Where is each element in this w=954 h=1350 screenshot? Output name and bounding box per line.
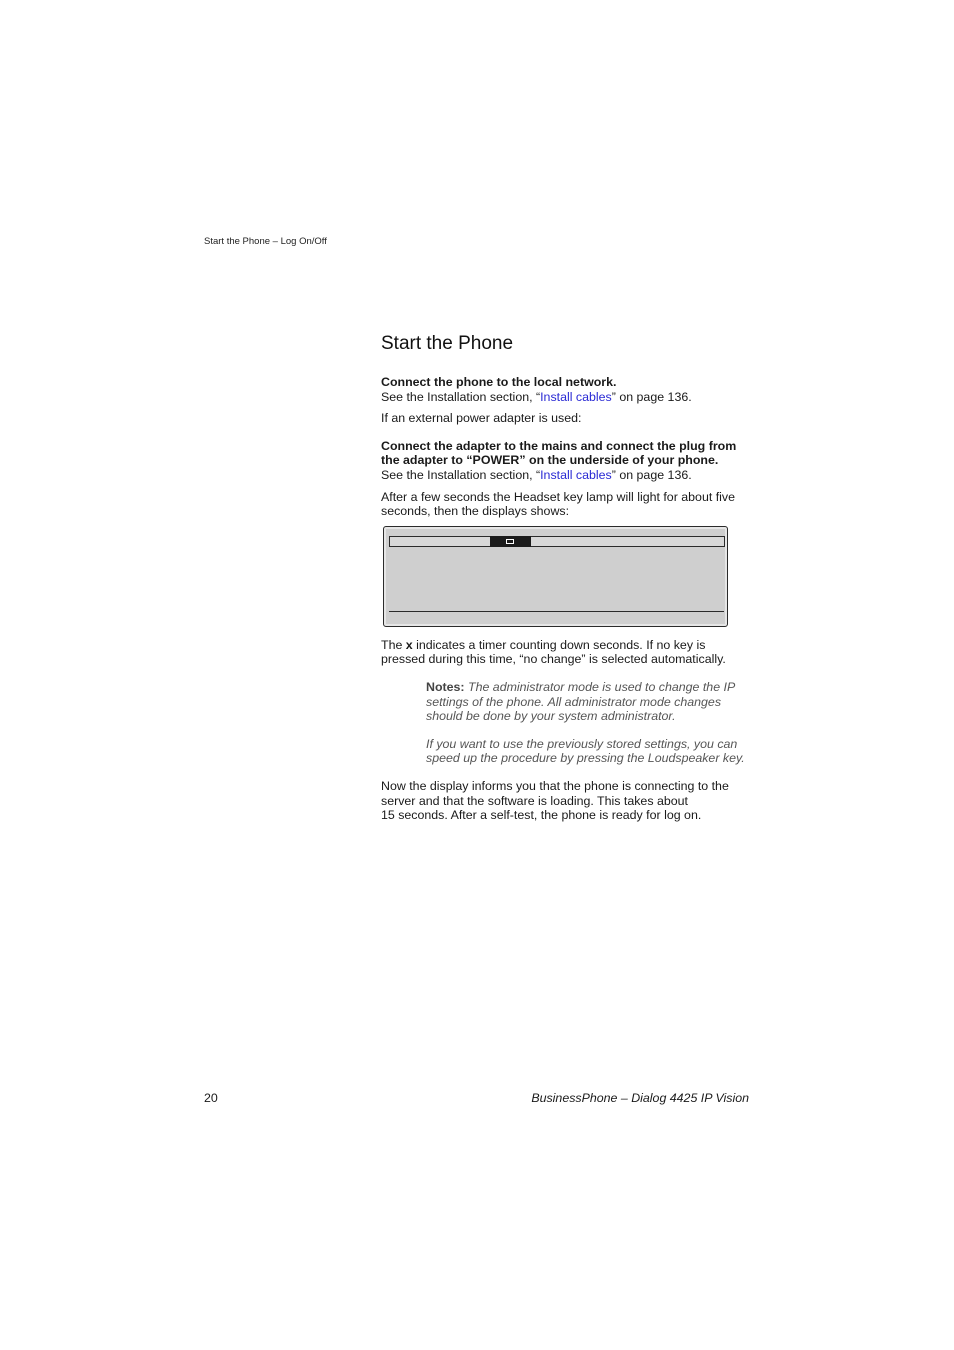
footer-product-name: BusinessPhone – Dialog 4425 IP Vision bbox=[531, 1091, 749, 1105]
install-cables-link[interactable]: Install cables bbox=[540, 467, 612, 482]
timer-explanation bbox=[381, 638, 753, 667]
closing-paragraph bbox=[381, 779, 753, 823]
timer-symbol: x bbox=[405, 637, 413, 652]
display-status-icon bbox=[506, 539, 514, 544]
page-title: Start the Phone bbox=[381, 333, 514, 354]
note-line: should be done by your system administrator. bbox=[426, 709, 676, 724]
note-admin-mode bbox=[426, 680, 753, 724]
text-segment: indicates a timer counting down seconds. If no key is bbox=[412, 637, 706, 652]
display-status-bar bbox=[389, 536, 725, 547]
text-line: pressed during this time, “no change” is selected automatically. bbox=[381, 652, 726, 667]
step-line: Connect the adapter to the mains and connect the plug from bbox=[381, 438, 737, 453]
text-line: server and that the software is loading. This takes about bbox=[381, 793, 688, 808]
step-connect-adapter-reference bbox=[381, 468, 753, 483]
main-content bbox=[381, 332, 753, 823]
text-line: Now the display informs you that the phone is connecting to the bbox=[381, 778, 729, 793]
headset-lamp-text bbox=[381, 490, 753, 519]
text-line: 15 seconds. After a self-test, the phone is ready for log on. bbox=[381, 808, 702, 823]
step-connect-adapter bbox=[381, 439, 753, 468]
phone-display-figure bbox=[383, 526, 728, 627]
page-number: 20 bbox=[204, 1091, 218, 1105]
notes-block bbox=[426, 680, 753, 766]
note-line: If you want to use the previously stored settings, you can bbox=[426, 736, 738, 751]
notes-label: Notes: bbox=[426, 679, 465, 694]
note-stored-settings bbox=[426, 737, 753, 766]
display-status-block bbox=[490, 536, 531, 547]
adapter-intro: If an external power adapter is used: bbox=[381, 411, 582, 426]
step-connect-network: Connect the phone to the local network. bbox=[381, 375, 617, 389]
note-line: settings of the phone. All administrator mode changes bbox=[426, 694, 722, 709]
reference-text: See the Installation section, “ bbox=[381, 389, 541, 404]
step-connect-network-reference bbox=[381, 390, 753, 405]
text-segment: The bbox=[381, 637, 406, 652]
note-line: The administrator mode is used to change the IP bbox=[464, 679, 736, 694]
reference-text: See the Installation section, “ bbox=[381, 467, 541, 482]
text-line: After a few seconds the Headset key lamp will light for about five bbox=[381, 489, 735, 504]
reference-text: ” on page 136. bbox=[611, 389, 692, 404]
step-line: the adapter to “POWER” on the underside of your phone. bbox=[381, 453, 719, 468]
note-line: speed up the procedure by pressing the Loudspeaker key. bbox=[426, 751, 745, 766]
reference-text: ” on page 136. bbox=[611, 467, 692, 482]
running-header: Start the Phone – Log On/Off bbox=[204, 236, 327, 247]
text-line: seconds, then the displays shows: bbox=[381, 504, 570, 519]
install-cables-link[interactable]: Install cables bbox=[540, 389, 612, 404]
display-divider bbox=[389, 611, 724, 612]
